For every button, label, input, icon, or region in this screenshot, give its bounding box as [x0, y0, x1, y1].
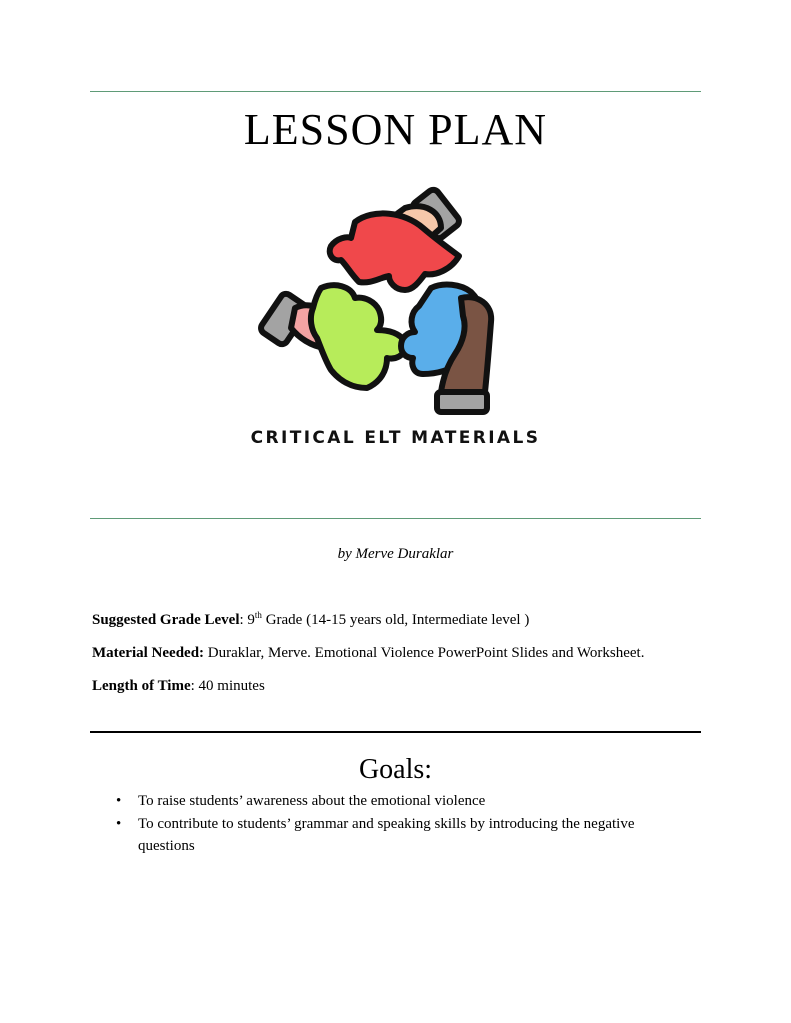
middle-divider: [90, 518, 701, 519]
length-of-time-value: : 40 minutes: [190, 678, 265, 694]
top-divider: [90, 91, 701, 92]
grade-level-number: 9: [247, 612, 255, 628]
logo-caption: CRITICAL ELT MATERIALS: [250, 428, 541, 448]
grade-level-value: Grade (14-15 years old, Intermediate level ): [261, 612, 530, 628]
goals-heading: Goals:: [358, 754, 433, 785]
page-title: LESSON PLAN: [243, 105, 548, 154]
grade-level-ordinal: th: [254, 610, 262, 620]
goals-list: [114, 790, 674, 858]
bullet-icon: •: [116, 816, 122, 832]
section-divider: [90, 731, 701, 733]
grade-level-separator: :: [239, 612, 248, 628]
grade-level-label: Suggested Grade Level: [92, 612, 240, 628]
goal-item: [114, 790, 674, 812]
bullet-icon: •: [116, 793, 122, 809]
goal-item: [114, 813, 674, 857]
material-needed-label: Material Needed:: [92, 645, 205, 661]
length-of-time-label: Length of Time: [92, 678, 191, 694]
goal-text: To contribute to students’ grammar and speaking skills by introducing the negative questions: [138, 816, 635, 854]
grade-level-field: [92, 612, 529, 629]
author-byline: by Merve Duraklar: [337, 546, 454, 562]
puzzle-hands-icon: [255, 178, 515, 423]
material-needed-value: Duraklar, Merve. Emotional Violence PowerPoint Slides and Worksheet.: [204, 645, 645, 661]
goal-text: To raise students’ awareness about the emotional violence: [138, 793, 486, 809]
material-needed-field: [92, 645, 644, 662]
length-of-time-field: [92, 678, 265, 695]
